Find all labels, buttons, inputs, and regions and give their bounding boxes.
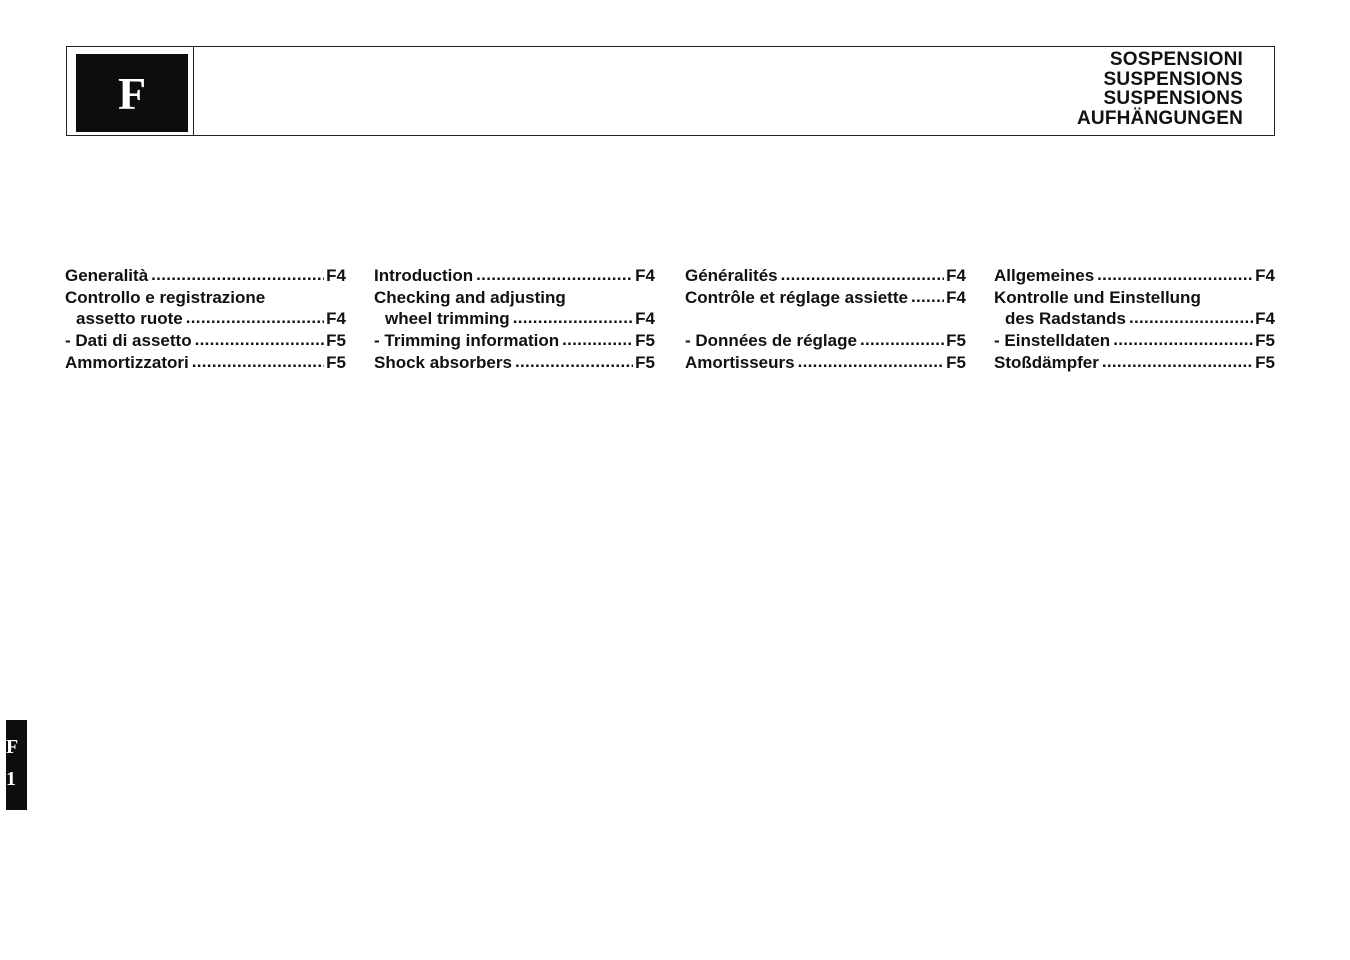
toc-entry-label: Stoßdämpfer: [994, 352, 1099, 372]
toc-entry-page: F4: [635, 309, 655, 329]
toc-dot-leader: [1102, 351, 1253, 373]
toc-entry: [994, 330, 1275, 352]
toc-entry-label: Controllo e registrazione: [65, 287, 266, 307]
toc-entry-page: F5: [635, 331, 655, 351]
toc-entry-page: F4: [946, 266, 966, 285]
title-english: SUSPENSIONS: [1103, 68, 1243, 90]
toc-entry-page: F5: [946, 352, 966, 372]
toc-entry: [374, 352, 655, 374]
toc-dot-leader: [186, 307, 324, 329]
toc-entry-label: - Trimming information: [374, 331, 560, 351]
toc-entry-label: Introduction: [374, 266, 474, 285]
toc-dot-leader: [911, 286, 944, 308]
section-letter-box: [76, 54, 188, 132]
toc-entry-label: Shock absorbers: [374, 352, 512, 372]
toc-entry-page: F4: [946, 287, 966, 307]
header-divider: [193, 46, 194, 136]
toc-entry-label: Checking and adjusting: [374, 287, 566, 307]
toc-dot-leader: [562, 329, 633, 351]
title-italian: SOSPENSIONI: [1109, 49, 1243, 70]
title-french: SUSPENSIONS: [1103, 88, 1243, 109]
toc-entry: [374, 308, 655, 330]
toc-entry-page: F4: [635, 266, 655, 285]
toc-entry: [994, 265, 1275, 287]
toc-dot-leader: [513, 307, 633, 329]
toc-column-english: [374, 265, 655, 373]
toc-entry: [374, 265, 655, 287]
toc-entry: [994, 287, 1275, 309]
toc-entry-label: assetto ruote: [76, 309, 183, 329]
side-page-tab: [6, 720, 27, 810]
toc-entry-page: F5: [326, 331, 346, 351]
toc-entry: [65, 287, 346, 309]
section-letter: F: [117, 67, 147, 119]
side-tab-letter: F: [6, 736, 19, 758]
section-titles: [1077, 50, 1243, 128]
toc-dot-leader: [798, 351, 945, 373]
toc-dot-leader: [860, 329, 944, 351]
toc-dot-leader: [476, 264, 633, 286]
toc-entry-page: F4: [1255, 309, 1275, 329]
toc-entry: [65, 265, 346, 287]
toc-entry: [685, 330, 966, 352]
toc-entry: [994, 308, 1275, 330]
toc-entry: [685, 287, 966, 309]
toc-entry-page: F5: [635, 352, 655, 372]
toc-entry: [374, 287, 655, 309]
toc-entry-label: des Radstands: [1005, 309, 1126, 329]
toc-entry-label: Ammortizzatori: [65, 352, 189, 372]
toc-column-german: [994, 265, 1275, 373]
toc-dot-leader: [515, 351, 633, 373]
toc-entry-label: - Dati di assetto: [65, 331, 192, 351]
toc-dot-leader: [1097, 264, 1253, 286]
side-tab-number: 1: [6, 768, 16, 790]
toc-dot-leader: [151, 264, 324, 286]
toc-entry: [994, 352, 1275, 374]
toc-entry-page: F4: [326, 309, 346, 329]
toc-entry-page: F4: [326, 266, 346, 285]
toc-dot-leader: [195, 329, 325, 351]
toc-entry-page: F4: [1255, 266, 1275, 285]
toc-column-french: [685, 265, 966, 373]
toc-entry-label: Amortisseurs: [685, 352, 795, 372]
toc-entry-page: F5: [1255, 331, 1275, 351]
toc-dot-leader: [1129, 307, 1253, 329]
toc-entry-label: Contrôle et réglage assiette: [685, 287, 908, 307]
toc-dot-leader: [781, 264, 945, 286]
toc-entry-label: Généralités: [685, 266, 778, 285]
toc-entry: [65, 352, 346, 374]
toc-dot-leader: [192, 351, 324, 373]
toc-entry-label: wheel trimming: [385, 309, 510, 329]
title-german: AUFHÄNGUNGEN: [1076, 107, 1243, 129]
toc-entry-page: F5: [946, 331, 966, 351]
toc-column-italian: [65, 265, 346, 373]
toc-entry: [685, 265, 966, 287]
toc-entry: [65, 308, 346, 330]
toc-dot-leader: [1113, 329, 1253, 351]
toc-entry: [685, 352, 966, 374]
toc-entry-label: - Einstelldaten: [994, 331, 1111, 351]
toc-entry-page: F5: [1255, 352, 1275, 372]
toc-entry-label: Generalità: [65, 266, 149, 285]
toc-entry-label: Kontrolle und Einstellung: [994, 287, 1201, 307]
toc-entry-page: F5: [326, 352, 346, 372]
toc-entry: [65, 330, 346, 352]
toc-entry-label: Allgemeines: [994, 266, 1095, 285]
toc-entry: [374, 330, 655, 352]
toc-entry-label: - Données de réglage: [685, 331, 857, 351]
toc-entry: [685, 308, 966, 330]
